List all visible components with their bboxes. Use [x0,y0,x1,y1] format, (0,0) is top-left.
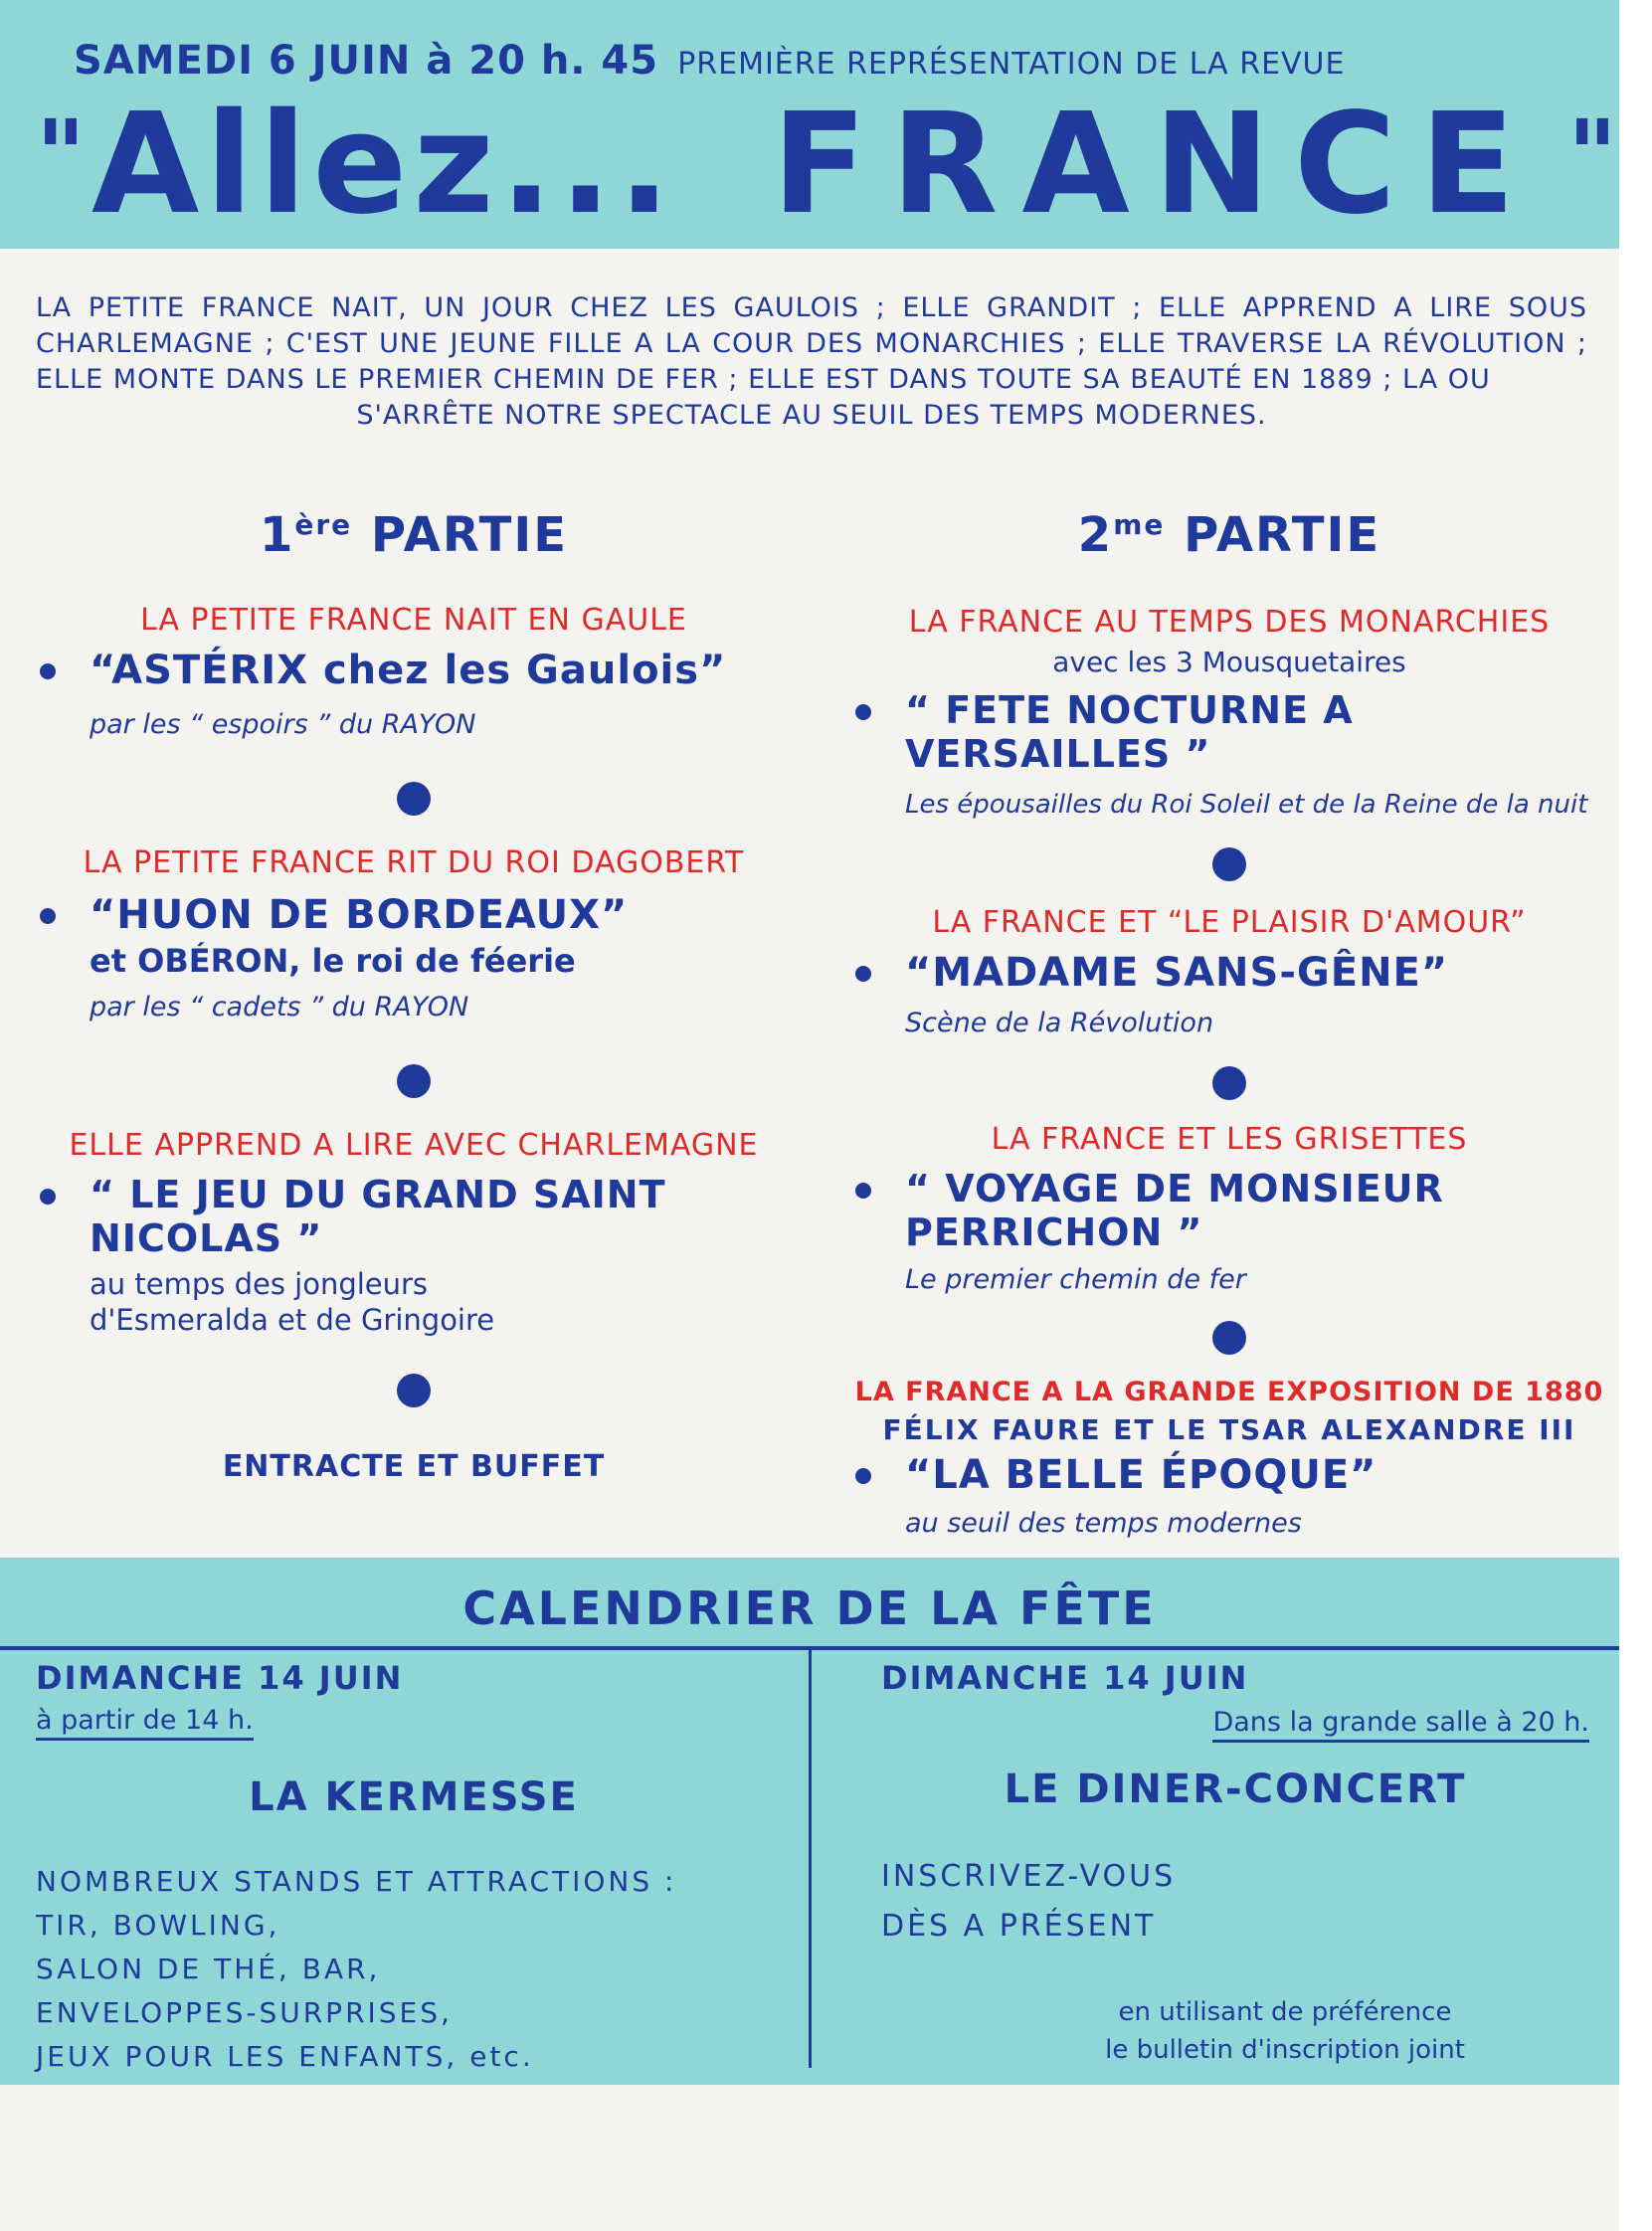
kermesse-date: DIMANCHE 14 JUIN [36,1659,404,1697]
bullet-icon [40,908,56,924]
intro-paragraph [36,290,1587,434]
part2-scene3-heading: LA FRANCE ET LES GRISETTES [991,1122,1468,1157]
kermesse-list [36,1860,792,2079]
diner-date: DIMANCHE 14 JUIN [881,1659,1249,1697]
kermesse-item: NOMBREUX STANDS ET ATTRACTIONS : [36,1865,677,1898]
separator-dot-icon [397,1064,431,1098]
title-france: FRANCE [772,84,1540,246]
part2-scene1-heading: LA FRANCE AU TEMPS DES MONARCHIES [908,605,1551,640]
part1-scene3-show: “ LE JEU DU GRAND SAINT NICOLAS ” [36,1173,792,1260]
bullet-icon [855,1183,871,1199]
part1-scene1-show: “ASTÉRIX chez les Gaulois” [36,648,792,693]
diner-signup-line: DÈS A PRÉSENT [881,1909,1157,1944]
part2-scene4-heading: LA FRANCE A LA GRANDE EXPOSITION DE 1880 [854,1377,1604,1407]
diner-note [981,1993,1589,2069]
part1-scene2-heading: LA PETITE FRANCE RIT DU ROI DAGOBERT [83,845,745,880]
bullet-icon [40,663,56,679]
diner-note-line: le bulletin d'inscription joint [1105,2035,1465,2065]
kermesse-time: à partir de 14 h. [36,1705,254,1741]
part2-scene1-show: “ FETE NOCTURNE A VERSAILLES ” [851,688,1607,776]
calendar-diner-concert [881,1659,1589,2069]
part1-scene2-sub: et OBÉRON, le roi de féerie [90,942,576,980]
part2-scene1-desc: Les épousailles du Roi Soleil et de la Reine de la nuit [905,790,1588,820]
intro-text: LA PETITE FRANCE NAIT, UN JOUR CHEZ LES GAULOIS ; ELLE GRANDIT ; ELLE APPREND A LIRE SOUS CHARLEMAGNE ; C'EST UNE JEUNE FILLE A LA COUR DES MONARCHIES ; ELLE TRAVERSE LA RÉVOLUTION ; ELLE MONTE DANS LE PREMIER CHEMIN DE FER ; ELLE EST DANS TOUTE SA BEAUTÉ EN 1889 ; LA OU [36,292,1587,395]
part1-scene2-show: “HUON DE BORDEAUX” [36,892,792,938]
part1-title: 1ère PARTIE [259,507,569,563]
revue-title [36,84,1618,246]
calendar-title: CALENDRIER DE LA FÊTE [462,1581,1157,1635]
kermesse-item: ENVELOPPES-SURPRISES, [36,1996,453,2029]
part2-scene3-show: “ VOYAGE DE MONSIEUR PERRICHON ” [851,1167,1607,1254]
calendar-kermesse [36,1659,792,2079]
kermesse-item: SALON DE THÉ, BAR, [36,1952,381,1985]
title-allez: Allez... [92,84,677,246]
part2-column [851,507,1607,1539]
diner-signup-line: INSCRIVEZ-VOUS [881,1859,1177,1894]
event-date-time: SAMEDI 6 JUIN à 20 h. 45 [74,38,659,84]
part1-scene1-heading: LA PETITE FRANCE NAIT EN GAULE [140,603,687,638]
part1-column [36,507,792,1484]
kermesse-item: TIR, BOWLING, [36,1909,280,1942]
part2-scene2-desc: Scène de la Révolution [905,1008,1214,1038]
intro-text-last: S'ARRÊTE NOTRE SPECTACLE AU SEUIL DES TEMPS MODERNES. [356,400,1267,431]
separator-dot-icon [1212,847,1246,881]
premiere-label: PREMIÈRE REPRÉSENTATION DE LA REVUE [677,47,1346,82]
separator-dot-icon [1212,1066,1246,1100]
diner-heading: LE DINER-CONCERT [1004,1766,1467,1812]
calendar-divider-vertical [809,1650,812,2068]
title-open-quote: " [36,99,87,211]
kermesse-heading: LA KERMESSE [249,1774,579,1820]
part2-scene4-sub: FÉLIX FAURE ET LE TSAR ALEXANDRE III [882,1413,1576,1446]
bullet-icon [40,1189,56,1205]
part2-title: $2^{me}$ PARTIE [1077,507,1381,563]
part1-scene2-by: par les “ cadets ” du RAYON [90,992,469,1023]
diner-signup [881,1852,1589,1952]
separator-dot-icon [397,1374,431,1407]
title-close-quote: " [1567,99,1618,211]
part1-scene3-heading: ELLE APPREND A LIRE AVEC CHARLEMAGNE [69,1128,759,1163]
part2-scene2-show: “MADAME SANS-GÊNE” [851,950,1607,996]
bullet-icon [855,704,871,720]
bullet-icon [855,966,871,982]
separator-dot-icon [397,782,431,816]
date-line [74,38,1565,84]
part2-scene2-heading: LA FRANCE ET “LE PLAISIR D'AMOUR” [932,905,1527,940]
part1-scene3-line1: au temps des jongleurs [90,1267,429,1301]
part2-scene1-with: avec les 3 Mousquetaires [1052,646,1406,678]
diner-time: Dans la grande salle à 20 h. [1212,1707,1589,1743]
separator-dot-icon [1212,1321,1246,1355]
part2-scene4-show: “LA BELLE ÉPOQUE” [851,1452,1607,1498]
entracte-label: ENTRACTE ET BUFFET [222,1449,606,1484]
diner-note-line: en utilisant de préférence [1118,1997,1452,2027]
part2-scene3-desc: Le premier chemin de fer [905,1264,1246,1295]
kermesse-item: JEUX POUR LES ENFANTS, etc. [36,2040,534,2073]
part1-scene3-line2: d'Esmeralda et de Gringoire [90,1303,495,1337]
part1-scene1-by: par les “ espoirs ” du RAYON [90,709,476,740]
part2-scene4-desc: au seuil des temps modernes [905,1508,1302,1539]
bullet-icon [855,1468,871,1484]
